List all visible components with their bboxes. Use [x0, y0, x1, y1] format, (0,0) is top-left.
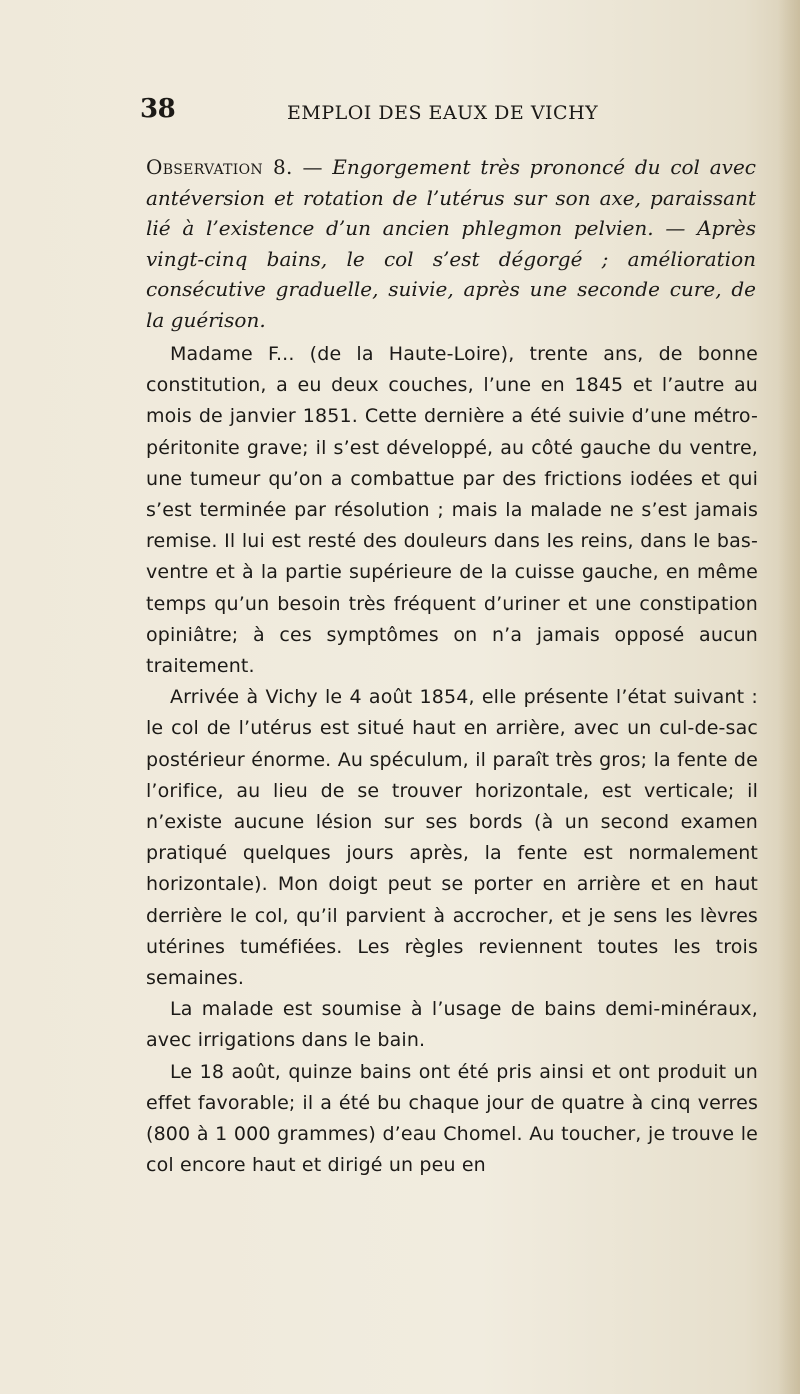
paragraph-arrival-exam: Arrivée à Vichy le 4 août 1854, elle présente l’état suivant : le col de l’utérus est situé haut en arrière, avec un cul-de-sac postérieur énorme. Au spéculum, il paraît très gros; la fente de l’orifice, au lieu de se trouver horizontale, est verticale; il n’existe aucune lésion sur ses bords (à un second examen pratiqué quelques jours après, la fente est normalement horizontale). Mon doigt peut se porter en arrière et en haut derrière le col, qu’il parvient à accrocher, et je sens les lèvres utérines tuméfiées. Les règles reviennent toutes les trois semaines.: [146, 686, 758, 990]
paragraph-case-history: Madame F... (de la Haute-Loire), trente ans, de bonne constitution, a eu deux couches, l’une en 1845 et l’autre au mois de janvier 1851. Cette dernière a été suivie d’une métro-péritonite grave; il s’est développé, au côté gauche du ventre, une tumeur qu’on a combattue par des frictions iodées et qui s’est terminée par résolution ; mais la malade ne s’est jamais remise. Il lui est resté des douleurs dans les reins, dans le bas-ventre et à la partie supérieure de la cuisse gauche, en même temps qu’un besoin très fréquent d’uriner et une constipation opiniâtre; à ces symptômes on n’a jamais opposé aucun traitement.: [146, 343, 758, 678]
page-number: 38: [140, 94, 176, 124]
body-text: [146, 339, 758, 1181]
running-head: [140, 94, 780, 134]
observation-heading: [146, 152, 756, 336]
paragraph-progress: Le 18 août, quinze bains ont été pris ainsi et ont produit un effet favorable; il a été bu chaque jour de quatre à cinq verres (800 à 1 000 grammes) d’eau Chomel. Au toucher, je trouve le col encore haut et dirigé un peu en: [146, 1060, 758, 1177]
observation-dash: —: [292, 155, 333, 179]
running-title: EMPLOI DES EAUX DE VICHY: [287, 102, 599, 124]
observation-title: Engorgement très prononcé du col avec antéversion et rotation de l’utérus sur son axe, paraissant lié à l’existence d’un ancien phlegmon pelvien. — Après vingt-cinq bains, le col s’est dégorgé ; amélioration consécutive graduelle, suivie, après une seconde cure, de la guérison.: [146, 155, 756, 332]
page-edge-shadow: [778, 0, 800, 1394]
paragraph-treatment: La malade est soumise à l’usage de bains demi-minéraux, avec irrigations dans le bain.: [146, 998, 758, 1052]
observation-label: Observation 8.: [146, 155, 293, 179]
